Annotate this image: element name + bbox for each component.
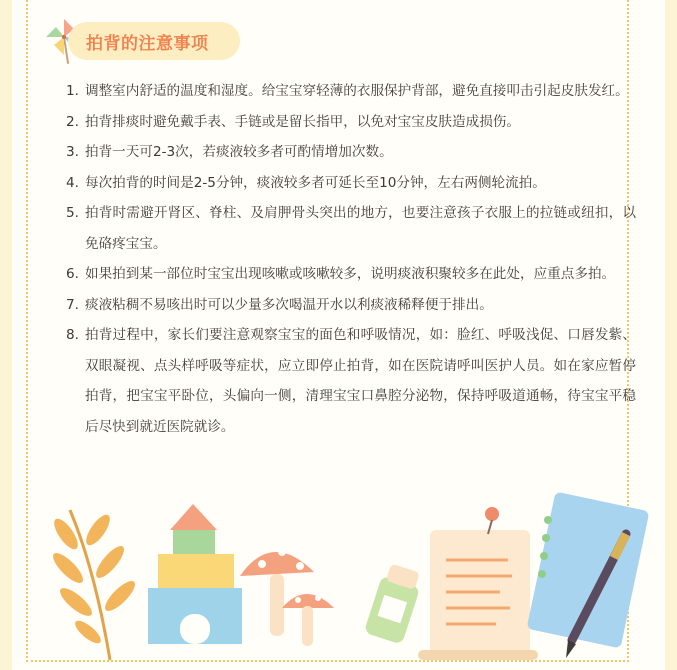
page-title: 拍背的注意事项 <box>86 34 209 54</box>
list-item <box>66 168 636 199</box>
list-item-number: 3. <box>66 144 79 160</box>
list-item-number: 5. <box>66 205 79 221</box>
list-item-text: 每次拍背的时间是2-5分钟，痰液较多者可延长至10分钟，左右两侧轮流拍。 <box>85 174 546 191</box>
leaf-branch-illustration <box>49 510 139 660</box>
list-item <box>66 259 636 290</box>
list-item-number: 2. <box>66 113 79 130</box>
building-blocks-illustration <box>148 504 242 644</box>
list-item-text: 拍背过程中，家长们要注意观察宝宝的面色和呼吸情况，如：脸红、呼吸浅促、口唇发紫、双眼凝视、点头样呼吸等症状，应立即停止拍背，如在医院请呼叫医护人员。如在家应暂停拍背，把宝宝平卧位，头偏向一侧，清理宝宝口鼻腔分泌物，保持呼吸道通畅，待宝宝平稳后尽快到就近医院就诊。 <box>85 327 636 435</box>
medicine-bottle-illustration <box>364 562 425 645</box>
list-item-number: 8. <box>66 327 79 343</box>
list-item <box>66 290 636 321</box>
list-item-text: 拍背时需避开肾区、脊柱、及肩胛骨头突出的地方，也要注意孩子衣服上的拉链或纽扣，以免硌疼宝宝。 <box>85 205 636 252</box>
list-item-text: 如果拍到某一部位时宝宝出现咳嗽或咳嗽较多，说明痰液积聚较多在此处，应重点多拍。 <box>85 266 616 282</box>
list-item <box>66 198 636 259</box>
list-item-number: 6. <box>66 266 79 282</box>
precautions-list <box>66 76 636 442</box>
list-item <box>66 76 636 107</box>
notebook-illustration <box>526 492 649 649</box>
scroll-note-illustration <box>418 507 538 660</box>
list-item-text: 痰液粘稠不易咳出时可以少量多次喝温开水以利痰液稀释便于排出。 <box>85 296 493 313</box>
list-item-text: 调整室内舒适的温度和湿度。给宝宝穿轻薄的衣服保护背部，避免直接叩击引起皮肤发红。 <box>85 83 629 99</box>
list-item-number: 1. <box>66 83 79 99</box>
list-item <box>66 137 636 168</box>
mushrooms-illustration <box>240 548 334 646</box>
list-item <box>66 320 636 442</box>
list-item <box>66 107 636 138</box>
list-item-number: 4. <box>66 174 79 191</box>
bottom-illustrations <box>0 490 677 670</box>
list-item-number: 7. <box>66 296 79 313</box>
list-item-text: 拍背排痰时避免戴手表、手链或是留长指甲，以免对宝宝皮肤造成损伤。 <box>85 113 520 130</box>
list-item-text: 拍背一天可2-3次，若痰液较多者可酌情增加次数。 <box>85 144 393 160</box>
